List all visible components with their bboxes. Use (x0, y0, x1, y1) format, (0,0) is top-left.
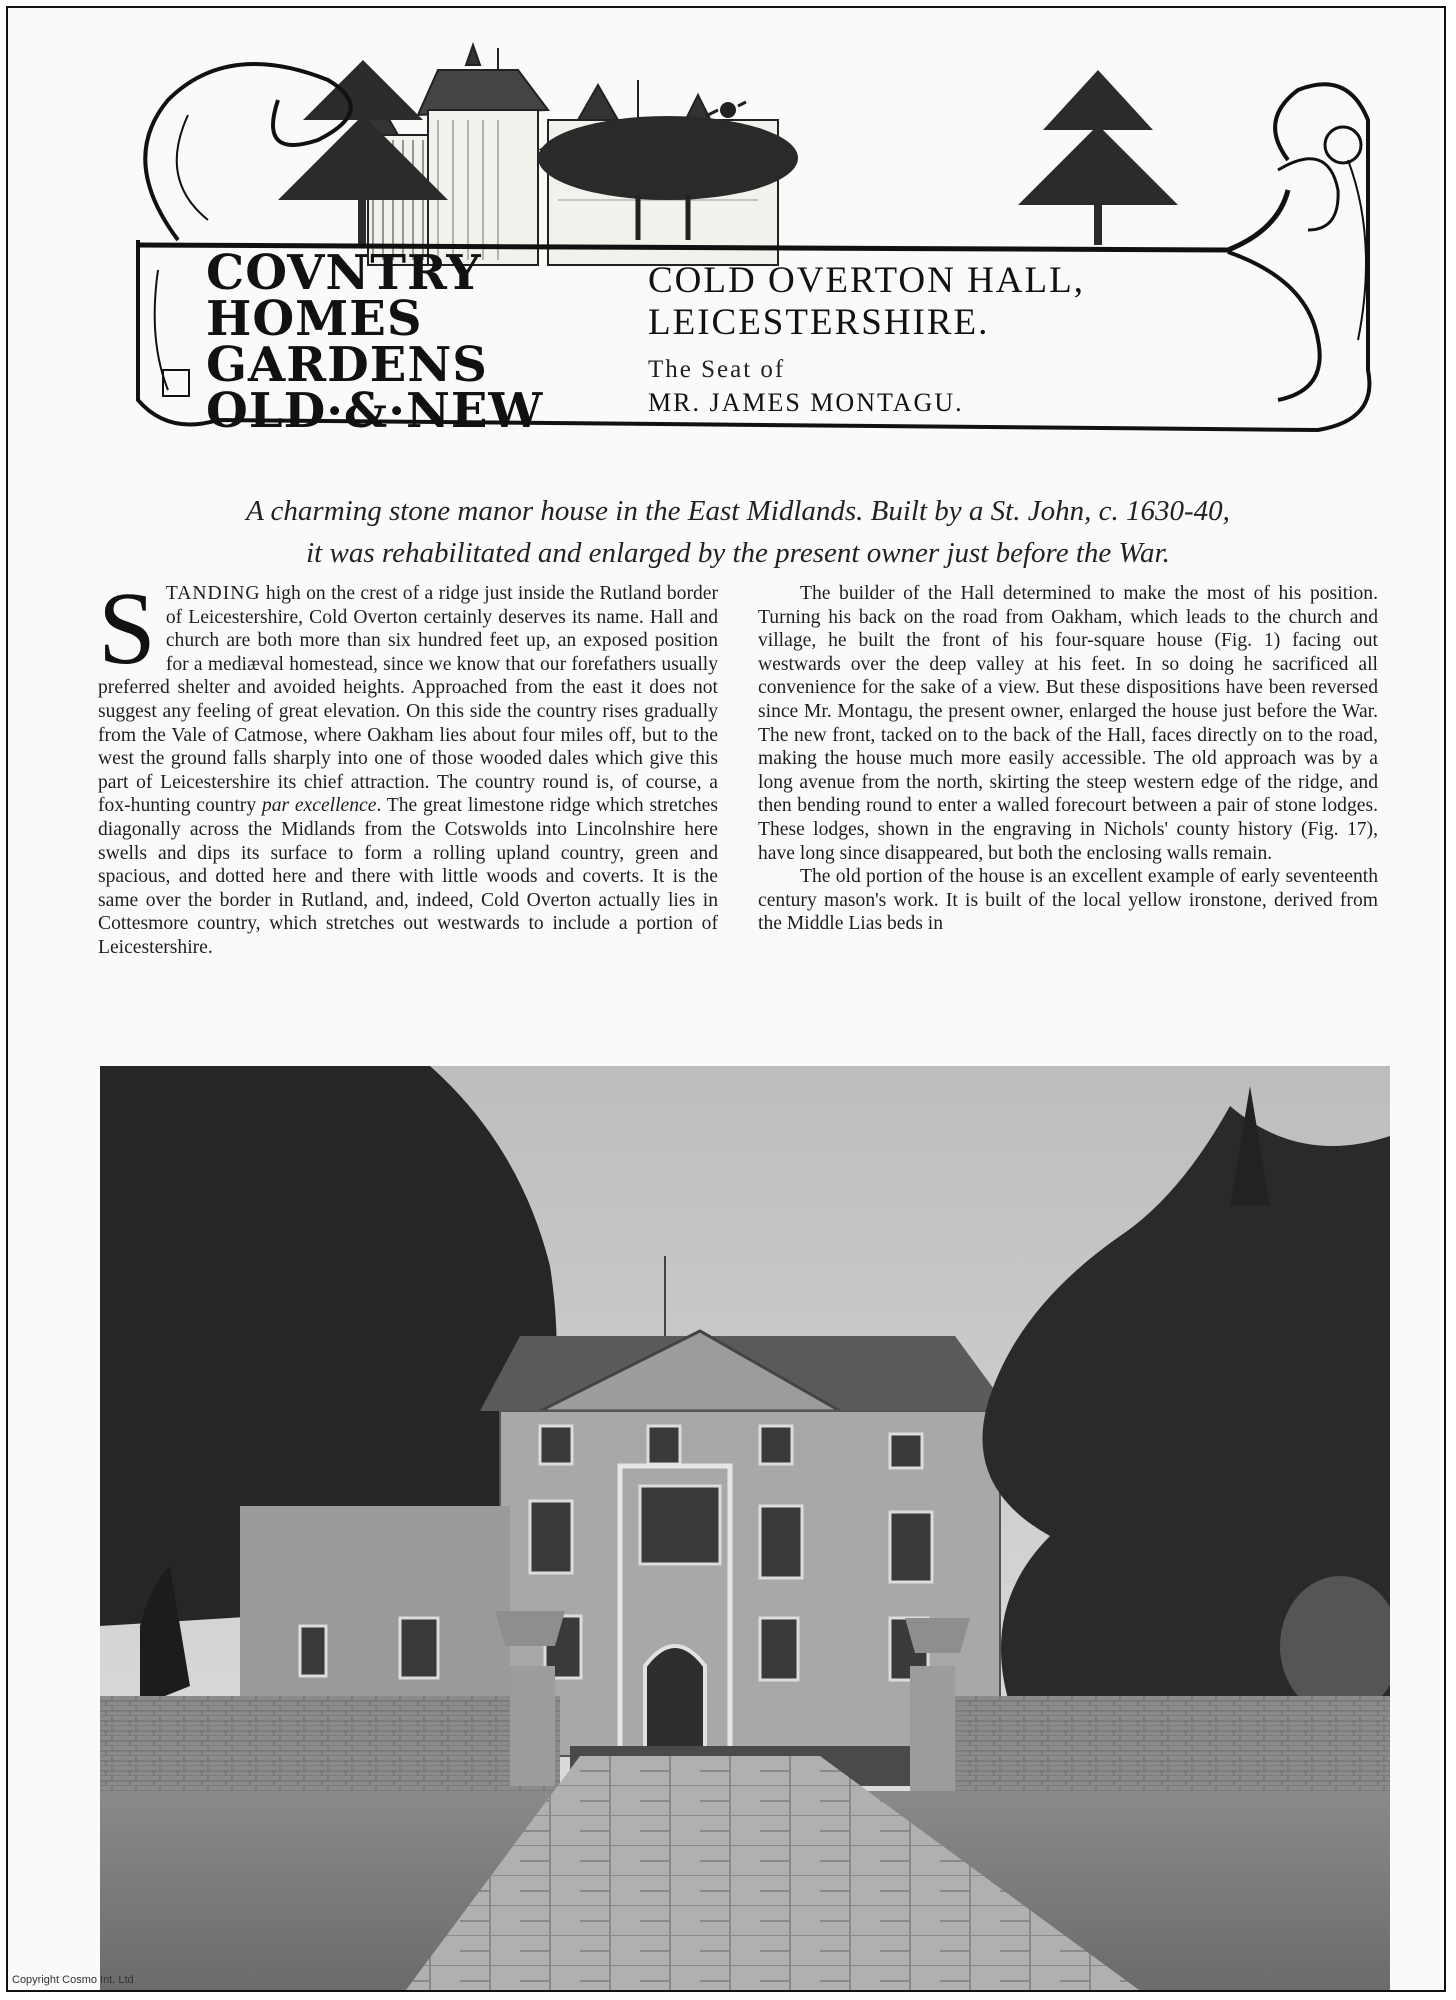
article-title-line-1: COLD OVERTON HALL, (648, 260, 1085, 301)
drop-cap: S (98, 571, 156, 686)
opening-text-b: . The great limestone ridge which stretches diagonally across the Midlands from the Cotswolds into Lincolnshire here swells and dips its surface to form a rolling upland country, green and spacious, and dotted here and there with little woods and coverts. It is the same over the border in Rutland, and, indeed, Cold Overton actually lies in Cottesmore country, which stretches out westwards to include a portion of Leicestershire. (98, 795, 719, 958)
standfirst-line-1: A charming stone manor house in the East Midlands. Built by a St. John, c. 1630-40, (246, 495, 1230, 527)
opening-text-a: high on the crest of a ridge just inside the Rutland border of Leicestershire, Cold Overton certainly deserves its name. Hall and church are both more than six hundred feet up, an exposed position for a mediæval homestead, since we know that our forefathers usually preferred shelter and avoided heights. Approached from the east it does not suggest any feeling of great elevation. On this side the country rises gradually from the Vale of Catmose, where Oakham lies about four miles off, but to the west the ground falls sharply into one of those wooded dales which give this part of Leicestershire its chief attraction. The country round is, of course, a fox-hunting country (98, 583, 718, 817)
opening-word: TANDING (165, 583, 261, 604)
hall-photograph (100, 1066, 1390, 1992)
series-line-4: OLD·&·NEW (206, 383, 544, 439)
standfirst-line-2: it was rehabilitated and enlarged by the present owner just before the War. (306, 537, 1170, 569)
series-line-1: COVNTRY (206, 245, 482, 301)
copyright-notice: Copyright Cosmo Int. Ltd (12, 1974, 134, 1986)
masthead-banner (78, 40, 1408, 460)
article-column-right (758, 582, 1378, 936)
urn-right (905, 1618, 970, 1653)
monogram-box (163, 370, 189, 396)
doorway (645, 1646, 705, 1756)
paragraph-old-portion: The old portion of the house is an excellent example of early seventeenth century mason's work. It is built of the local yellow ironstone, derived from the Middle Lias beds in (758, 866, 1378, 935)
seat-label: The Seat of (648, 356, 786, 383)
series-line-3: GARDENS (206, 337, 488, 393)
article-title-block (648, 260, 1148, 418)
urn-left (495, 1611, 565, 1646)
photo-illustration (100, 1066, 1390, 1992)
article-title-line-2: LEICESTERSHIRE. (648, 302, 990, 343)
wall-left (100, 1696, 560, 1791)
article-column-left (98, 571, 719, 960)
series-line-2: HOMES (206, 291, 423, 347)
standfirst (48, 490, 1428, 574)
pier-left (510, 1666, 555, 1786)
topiary-tree-right (1018, 70, 1178, 245)
series-title (206, 245, 544, 439)
magazine-page (6, 6, 1446, 1992)
wall-right (910, 1696, 1390, 1791)
pier-right (910, 1666, 955, 1791)
paragraph-builder: The builder of the Hall determined to make the most of his position. Turning his back on the road from Oakham, which leads to the church and village, he built the front of his four-square house (Fig. 1) facing out westwards over the deep valley at his feet. In so doing he sacrificed all convenience for the sake of a view. But these dispositions have been reversed since Mr. Montagu, the present owner, enlarged the house just before the War. The new front, tacked on to the back of the Hall, faces directly on to the road, making the house much more easily accessible. The old approach was by a long avenue from the north, skirting the steep western edge of the ridge, and then bending round to enter a walled forecourt between a pair of stone lodges. These lodges, shown in the engraving in Nichols' county history (Fig. 17), have long since disappeared, but both the enclosing walls remain. (758, 583, 1378, 864)
owner-name: MR. JAMES MONTAGU. (648, 388, 964, 417)
paragraph-opening (98, 571, 719, 960)
italic-phrase: par excellence (261, 795, 377, 817)
